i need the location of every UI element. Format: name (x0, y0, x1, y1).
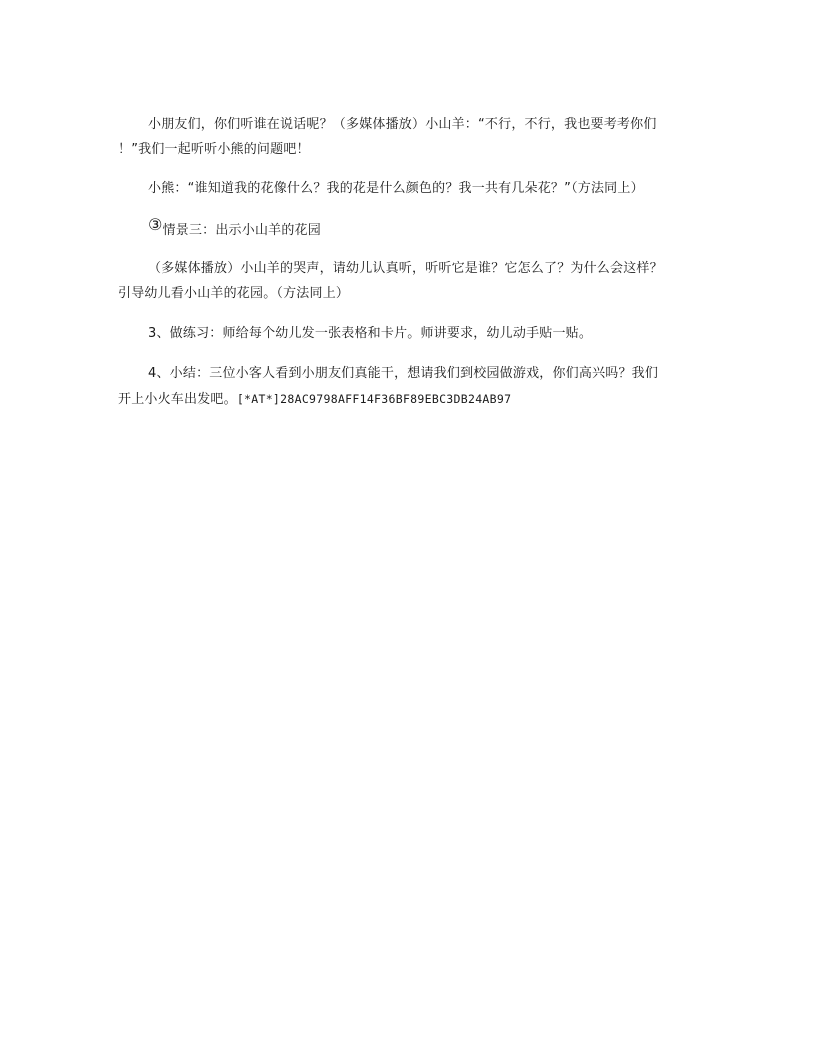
paragraph-line (118, 391, 511, 408)
paragraph-line: 小熊：“谁知道我的花像什么？我的花是什么颜色的？我一共有几朵花？”（方法同上） (148, 181, 644, 196)
paragraph-line: ！”我们一起听听小熊的问题吧！ (118, 142, 310, 157)
paragraph-line: 3、做练习：师给每个幼儿发一张表格和卡片。师讲要求，幼儿动手贴一贴。 (148, 326, 593, 341)
document-code: [*AT*]28AC9798AFF14F36BF89EBC3DB24AB97 (236, 392, 512, 406)
paragraph-line: 4、小结：三位小客人看到小朋友们真能干，想请我们到校园做游戏，你们高兴吗？我们 (148, 366, 659, 381)
circled-number-three: ③ (148, 215, 163, 234)
paragraph-line: 小朋友们，你们听谁在说话呢？（多媒体播放）小山羊：“不行，不行，我也要考考你们 (148, 117, 657, 132)
paragraph-line: （多媒体播放）小山羊的哭声，请幼儿认真听，听听它是谁？它怎么了？为什么会这样？ (148, 261, 663, 276)
paragraph-line: 引导幼儿看小山羊的花园。（方法同上） (118, 286, 350, 301)
section-heading-text: 情景三：出示小山羊的花园 (162, 223, 321, 238)
section-heading (148, 215, 321, 239)
paragraph-text: 开上小火车出发吧。 (118, 392, 237, 407)
